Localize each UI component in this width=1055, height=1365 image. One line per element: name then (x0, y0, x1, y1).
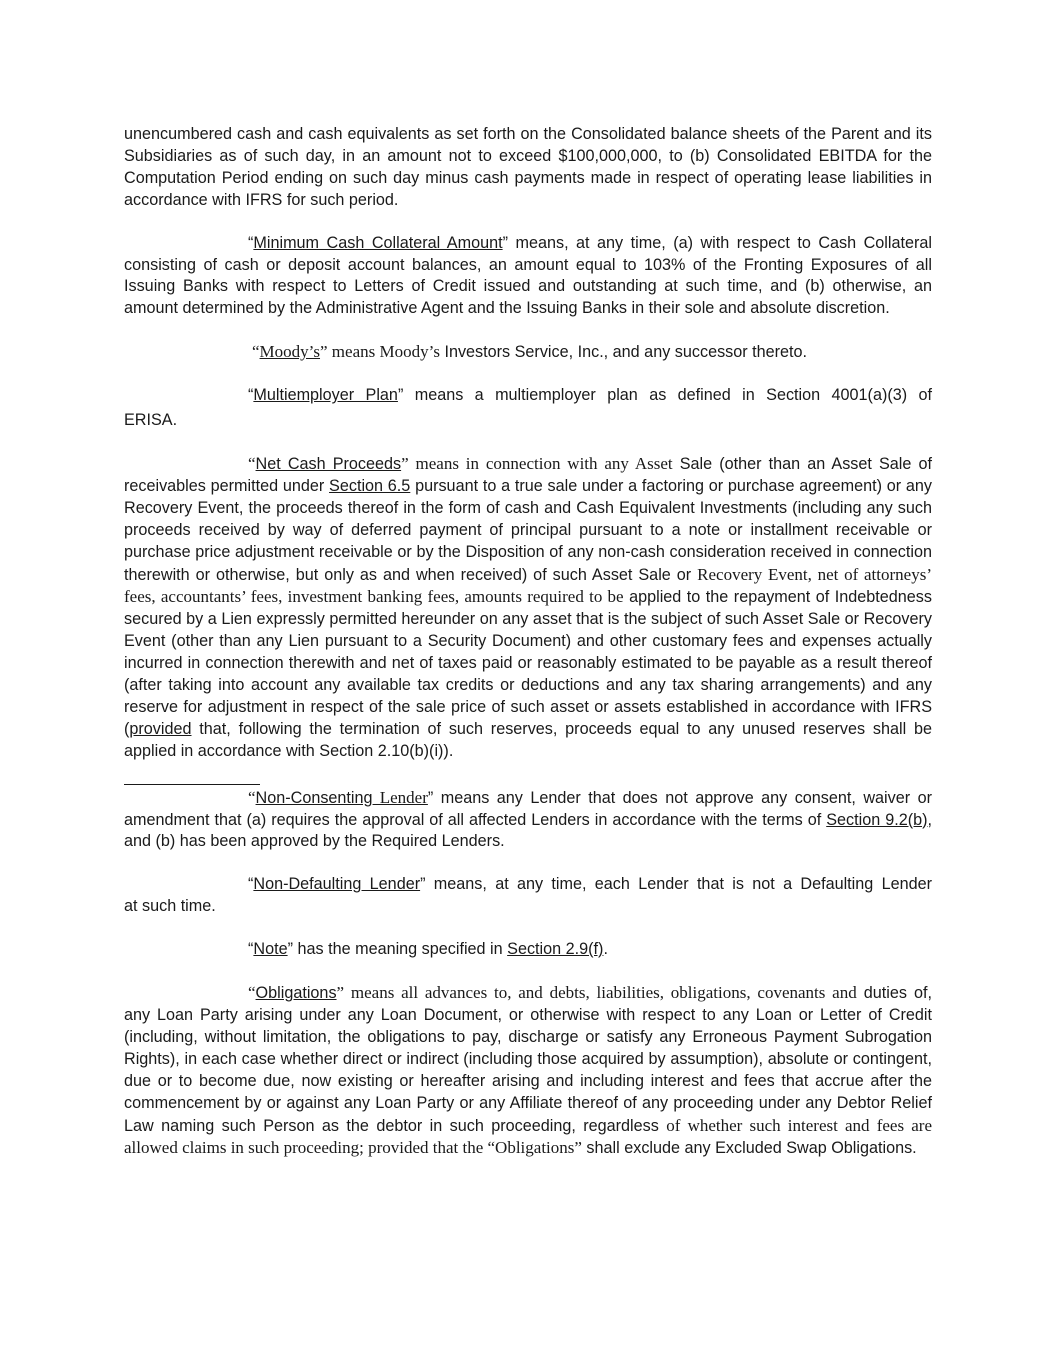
open-quote: “ (248, 787, 256, 807)
definition-net-cash-proceeds (124, 453, 932, 763)
definition-text: shall exclude any Excluded Swap Obligations. (581, 1139, 917, 1158)
open-quote: “ (252, 342, 260, 362)
definition-tail: ERISA. (124, 411, 178, 430)
defined-term: Moody’s (259, 342, 321, 362)
section-reference: Section 6.5 (329, 476, 411, 495)
definition-text: , and (b) has been approved by the Required Lenders. (124, 810, 932, 851)
definition-text: duties of, any Loan Party arising under any Loan Document, or otherwise with respect to any Loan or Letter of Credit (including, without limitation, the obligations to pay, discharge or satisfy any Erroneous Payment Subrogation Rights), in each case whether direct or indirect (including those acquired by assumption), absolute or contingent, due or to become due, now existing or hereafter arising and including interest and fees that accrue after the commencement by or against any Loan Party or any Affiliate thereof of any proceeding under any Debtor Relief Law naming such Person as the debtor in such proceeding, regardless (124, 984, 932, 1135)
section-reference: Section 2.9(f) (507, 940, 604, 959)
paragraph-text: unencumbered cash and cash equivalents as set forth on the Consolidated balance sheets of the Parent and its Subsidiaries as of such day, in an amount not to exceed $100,000,000, to (b) Consolidated EBITDA for the Computation Period ending on such day minus cash payments made in respect of operating lease liabilities in accordance with IFRS for such period. (124, 125, 932, 209)
definition-tail: at such time. (124, 897, 216, 916)
open-quote: “ (248, 940, 254, 959)
definition-text: ” means a multiemployer plan as defined in Section 4001(a)(3) of (397, 386, 933, 405)
definition-text: ” means any Lender that does not approve any consent, waiver or amendment that (a) requires the approval of all affected Lenders in accordance with the terms of (124, 788, 932, 829)
definition-text-serif: ” means in connection with any Asset (401, 453, 673, 473)
definition-moodys (124, 341, 932, 364)
definition-note (124, 939, 932, 961)
definition-text: ” means, at any time, (a) with respect to Cash Collateral consisting of cash or deposit account balances, an amount equal to 103% of the Fronting Exposures of all Issuing Banks with respect to Letters of Credit issued and outstanding at such time, and (b) otherwise, an amount determined by the Administrative Agent and the Issuing Banks in their sole and absolute discretion. (124, 233, 932, 318)
definition-text: applied to the repayment of Indebtedness secured by a Lien expressly permitted hereunder on any asset that is the subject of such Asset Sale or Recovery Event (other than any Lien pursuant to a Security Document) and other customary fees and expenses actually incurred in connection therewith and net of taxes paid or reasonably estimated to be payable as a result thereof (after taking into account any available tax credits or deductions and any tax sharing arrangements) and any reserve for adjustment in respect of the sale price of such asset or assets established in accordance with IFRS ( (124, 588, 932, 738)
definition-minimum-cash-collateral-amount (124, 233, 932, 321)
defined-term: Net Cash Proceeds (255, 454, 402, 473)
definition-line (124, 874, 932, 896)
definition-text: Sale (other than an Asset Sale of receivables permitted under (124, 454, 932, 495)
open-quote: “ (248, 386, 254, 405)
definition-text: ” means, at any time, each Lender that is not a Defaulting Lender (420, 875, 932, 894)
definition-non-consenting-lender (124, 787, 932, 854)
definition-multiemployer-plan (124, 385, 932, 432)
defined-term: Non-Defaulting Lender (253, 875, 421, 894)
open-quote: “ (248, 875, 254, 894)
definition-text-serif: ” means all advances to, and debts, liabilities, obligations, covenants and (336, 983, 857, 1003)
definition-text: ” has the meaning specified in (287, 940, 508, 959)
footnote-separator (124, 784, 260, 785)
section-reference: Section 9.2(b) (826, 810, 928, 829)
defined-term: Minimum Cash Collateral Amount (253, 233, 503, 252)
definition-text-serif: of whether such interest and fees are allowed claims in such proceeding; provided that the “Obligations” (124, 1115, 932, 1158)
paragraph-ebitda-continuation (124, 124, 932, 212)
open-quote: “ (248, 453, 256, 473)
defined-term-serif: Lender (372, 787, 428, 807)
open-quote: “ (248, 983, 256, 1003)
definition-text-serif: ” means Moody’s (320, 342, 440, 362)
provided-term: provided (129, 719, 192, 738)
definition-non-defaulting-lender (124, 874, 932, 918)
definition-text: Investors Service, Inc., and any successor thereto. (439, 343, 808, 362)
defined-term: Non-Consenting (255, 788, 373, 807)
definition-obligations (124, 982, 932, 1160)
definition-text: pursuant to a true sale under a factoring or purchase agreement) or any Recovery Event, the proceeds thereof in the form of cash and Cash Equivalent Investments (including any such proceeds received by way of deferred payment of principal pursuant to a note or installment receivable or purchase price adjustment receivable or by the Disposition of any non-cash consideration received in connection therewith or otherwise, but only as and when received) of such Asset Sale or (124, 476, 933, 584)
definition-text: . (603, 940, 608, 959)
open-quote: “ (248, 233, 254, 252)
document-page (124, 124, 932, 1181)
definition-text-serif: Recovery Event, net of attorneys’ fees, accountants’ fees, investment banking fees, amounts required to be (124, 564, 932, 607)
definition-text: that, following the termination of such reserves, proceeds equal to any unused reserves shall be applied in accordance with Section 2.10(b)(i)). (124, 719, 932, 760)
defined-term: Note (253, 940, 288, 959)
defined-term: Obligations (255, 984, 337, 1003)
defined-term: Multiemployer Plan (253, 386, 398, 405)
definition-line (124, 385, 932, 407)
